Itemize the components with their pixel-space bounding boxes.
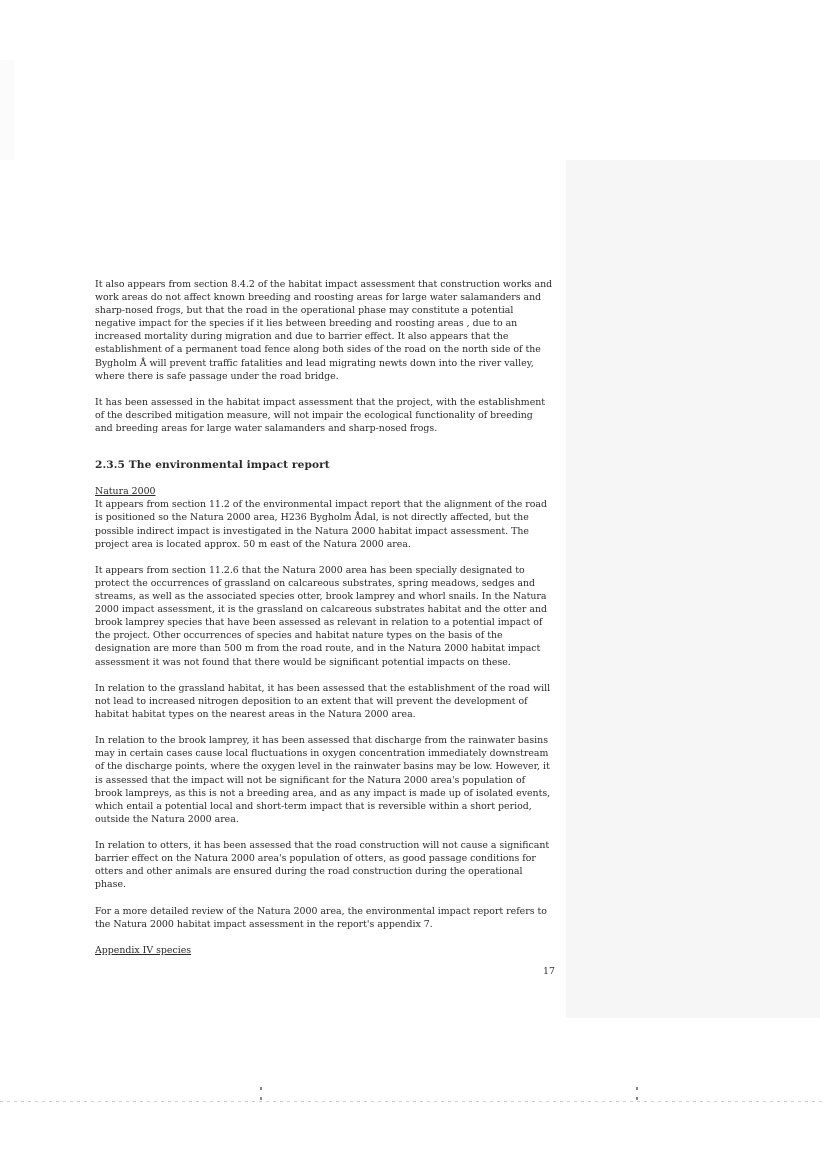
paragraph: For a more detailed review of the Natura 2000 area, the environmental impact report refers to the Natura 2000 habitat impact assessment in the report's appendix 7. (95, 905, 547, 930)
scan-shadow-left (0, 60, 14, 160)
section-heading: 2.3.5 The environmental impact report (95, 459, 330, 472)
scan-artifact-mark (260, 1087, 262, 1090)
paragraph: In relation to the grassland habitat, it has been assessed that the establishment of the road will not lead to increased nitrogen deposition to an extent that will prevent the development of habitat habitat types on the nearest areas in the Natura 2000 area. (95, 682, 551, 720)
paragraph: It also appears from section 8.4.2 of the habitat impact assessment that construction works and work areas do not affect known breeding and roosting areas for large water salamanders and sharp-nosed frogs, but that the road in the operational phase may constitute a potential negative impact for the species if it lies between breeding and roosting areas , due to an increased mortality during migration and due to barrier effect. It also appears that the establishment of a permanent toad fence along both sides of the road on the north side of the Bygholm Å will prevent traffic fatalities and lead migrating newts down into the river valley, where there is safe passage under the road bridge. (95, 279, 553, 382)
scan-artifact-line (0, 1101, 826, 1102)
paragraph: It appears from section 11.2 of the environmental impact report that the alignment of the road is positioned so the Natura 2000 area, H236 Bygholm Ådal, is not directly affected, but the possible indirect impact is investigated in the Natura 2000 habitat impact assessment. The project area is located approx. 50 m east of the Natura 2000 area. (95, 499, 547, 550)
paragraph: It has been assessed in the habitat impact assessment that the project, with the establishment of the described mitigation measure, will not impair the ecological functionality of breeding and breeding areas for large water salamanders and sharp-nosed frogs. (95, 396, 546, 435)
subheading-appendix-iv: Appendix IV species (95, 945, 192, 957)
paragraph: In relation to the brook lamprey, it has been assessed that discharge from the rainwater basins may in certain cases cause local fluctuations in oxygen concentration immediately downstream of the discharge points, where the oxygen level in the rainwater basins may be low. However, it is assessed that the impact will not be significant for the Natura 2000 area's population of brook lampreys, as this is not a breeding area, and as any impact is made up of isolated events, which entail a potential local and short-term impact that is reversible within a short period, outside the Natura 2000 area. (95, 735, 551, 825)
scan-artifact-mark (636, 1087, 638, 1090)
paragraph: In relation to otters, it has been assessed that the road construction will not cause a significant barrier effect on the Natura 2000 area's population of otters, as good passage conditions for otters and other animals are ensured during the road construction during the operational phase. (95, 840, 550, 891)
page-number: 17 (543, 966, 555, 977)
subheading-natura-2000: Natura 2000 (95, 486, 156, 498)
scan-shadow-right (566, 160, 820, 1018)
scan-artifact-mark (260, 1097, 262, 1100)
scan-artifact-mark (636, 1097, 638, 1100)
paragraph: It appears from section 11.2.6 that the Natura 2000 area has been specially designated to protect the occurrences of grassland on calcareous substrates, spring meadows, sedges and streams, as well as the associated species otter, brook lamprey and whorl snails. In the Natura 2000 impact assessment, it is the grassland on calcareous substrates habitat and the otter and brook lamprey species that have been assessed as relevant in relation to a potential impact of the project. Other occurrences of species and habitat nature types on the basis of the designation are more than 500 m from the road route, and in the Natura 2000 habitat impact assessment it was not found that there would be significant potential impacts on these. (95, 564, 548, 668)
document-body (95, 278, 553, 957)
